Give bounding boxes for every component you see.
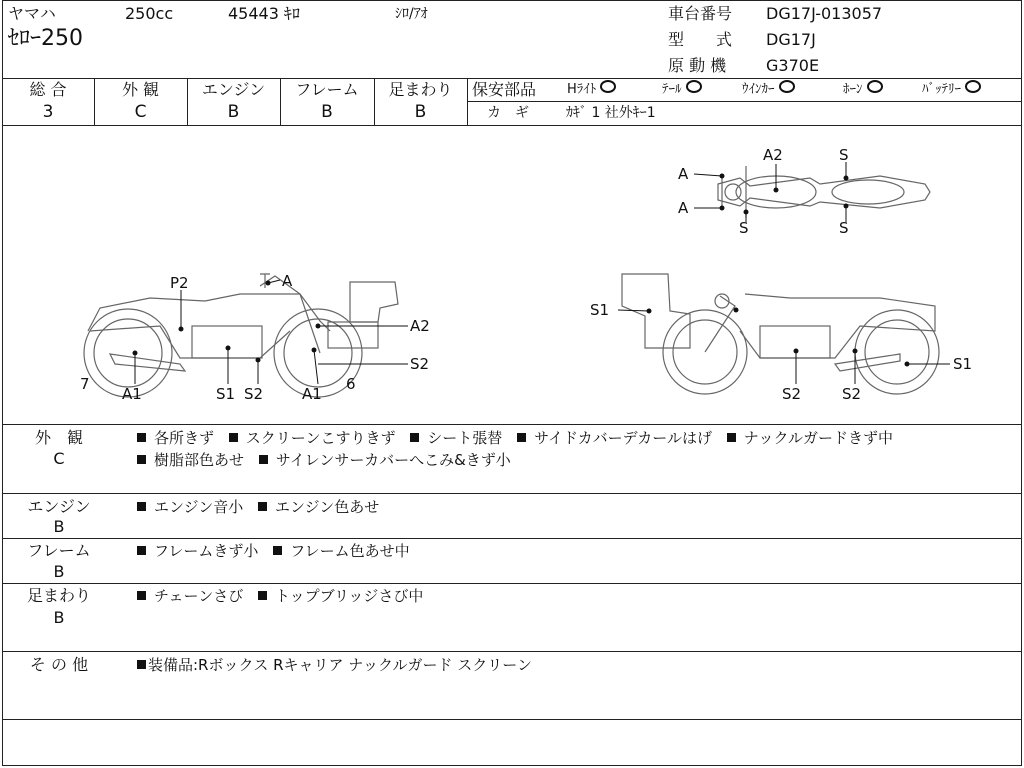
- issue-item: エンジン色あせ: [275, 498, 380, 516]
- bullet-square-icon: [229, 433, 238, 442]
- mark-label: S: [839, 219, 849, 237]
- issue-item: トップブリッジさび中: [275, 587, 424, 605]
- model-name: ｾﾛｰ250: [8, 26, 83, 51]
- motorcycle-right-view: [622, 274, 939, 394]
- issue-item: フレームきず小: [154, 542, 259, 560]
- mark-label: S: [839, 146, 849, 164]
- bullet-square-icon: [258, 502, 267, 511]
- issue-item: ナックルガードきず中: [743, 429, 894, 447]
- bullet-square-icon: [137, 546, 146, 555]
- rule: [2, 583, 1022, 584]
- ok-ring-icon: [965, 80, 981, 93]
- rule: [468, 101, 1022, 102]
- issue-item: 装備品:Rボックス Rキャリア ナックルガード スクリーン: [148, 656, 533, 674]
- issue-line: [137, 450, 521, 470]
- bullet-square-icon: [727, 433, 736, 442]
- leader-lines: [135, 162, 950, 384]
- bullet-square-icon: [137, 433, 146, 442]
- motorcycle-top-view: [718, 166, 930, 218]
- bullet-square-icon: [137, 660, 146, 669]
- mark-label: A: [282, 272, 293, 290]
- grade-value-suspension: B: [414, 102, 427, 122]
- bullet-square-icon: [137, 502, 146, 511]
- mark-label: A: [678, 165, 689, 183]
- issue-line: [137, 428, 903, 448]
- section-grade: B: [53, 608, 65, 627]
- grade-label-exterior: 外 観: [121, 80, 160, 99]
- issue-item: シート張替: [427, 429, 503, 447]
- mark-label: A1: [302, 385, 322, 403]
- frame-no-label: 車台番号: [668, 4, 733, 23]
- issue-item: チェーンさび: [154, 587, 244, 605]
- safety-label: 保安部品: [472, 80, 537, 99]
- issue-item: 樹脂部色あせ: [154, 451, 245, 469]
- mark-label: S2: [244, 385, 264, 403]
- bullet-square-icon: [137, 591, 146, 600]
- mark-label: S1: [216, 385, 236, 403]
- key-label: カ ギ: [487, 105, 529, 121]
- safety-item-horn: ﾎｰﾝ: [843, 80, 883, 100]
- grade-value-overall: 3: [42, 102, 54, 122]
- issue-line: [137, 586, 433, 606]
- grade-value-engine: B: [227, 102, 240, 122]
- maker: ヤマハ: [8, 4, 56, 23]
- mark-label: S1: [590, 301, 610, 319]
- rule: [2, 78, 1022, 79]
- mark-label: S1: [953, 355, 973, 373]
- color: ｼﾛ/ｱｵ: [395, 6, 428, 22]
- mark-label: 7: [80, 375, 90, 393]
- mileage: 45443 ｷﾛ: [228, 4, 300, 23]
- rule: [2, 651, 1022, 652]
- grade-value-frame: B: [321, 102, 333, 122]
- mark-label: S: [739, 219, 749, 237]
- issue-line: [137, 541, 420, 561]
- grade-label-engine: エンジン: [201, 80, 266, 99]
- rule: [2, 719, 1022, 720]
- rule: [2, 493, 1022, 494]
- section-label: そ の 他: [29, 655, 89, 674]
- safety-item-tail: ﾃｰﾙ: [662, 80, 702, 100]
- mark-label: S2: [410, 355, 430, 373]
- grade-value-exterior: C: [134, 102, 147, 122]
- displacement: 250cc: [125, 4, 174, 23]
- safety-item-headlight: Hﾗｲﾄ: [567, 80, 616, 100]
- bullet-square-icon: [273, 546, 282, 555]
- rule: [467, 78, 468, 125]
- key-value: ｶｷﾞ 1 社外ｷｰ1: [566, 105, 656, 121]
- grade-label-frame: フレーム: [295, 80, 359, 99]
- grade-label-overall: 総 合: [29, 80, 67, 99]
- issue-line: [137, 655, 542, 675]
- engine-label: 原 動 機: [668, 56, 727, 75]
- bullet-square-icon: [410, 433, 419, 442]
- mark-label: A1: [122, 385, 142, 403]
- bullet-square-icon: [517, 433, 526, 442]
- rule: [2, 424, 1022, 425]
- bullet-square-icon: [259, 455, 268, 464]
- engine-value: G370E: [766, 56, 820, 75]
- section-grade: C: [53, 449, 65, 468]
- issue-item: 各所きず: [154, 429, 215, 447]
- mark-label: A: [678, 199, 689, 217]
- issue-item: フレーム色あせ中: [290, 542, 410, 560]
- mark-label: 6: [346, 375, 356, 393]
- grade-label-suspension: 足まわり: [388, 80, 453, 99]
- damage-diagram: [0, 126, 1024, 424]
- ok-ring-icon: [686, 80, 702, 93]
- frame-no: DG17J-013057: [766, 4, 883, 23]
- issue-line: [137, 497, 389, 517]
- mark-label: A2: [410, 317, 430, 335]
- section-grade: B: [53, 562, 65, 581]
- type-value: DG17J: [766, 30, 816, 49]
- safety-item-winker: ｳｲﾝｶｰ: [742, 80, 795, 100]
- rule: [2, 538, 1022, 539]
- ok-ring-icon: [600, 80, 616, 93]
- issue-item: サイドカバーデカールはげ: [534, 429, 712, 447]
- section-label: エンジン: [27, 497, 91, 516]
- mark-label: S2: [842, 385, 862, 403]
- mark-label: P2: [170, 274, 189, 292]
- issue-item: スクリーンこすりきず: [245, 429, 396, 447]
- section-grade: B: [53, 517, 65, 536]
- damage-markers: [133, 174, 910, 367]
- section-label: 足まわり: [26, 586, 91, 605]
- bullet-square-icon: [137, 455, 146, 464]
- bullet-square-icon: [258, 591, 267, 600]
- type-label: 型 式: [668, 30, 733, 49]
- section-label: 外 観: [34, 428, 83, 447]
- mark-label: A2: [763, 146, 783, 164]
- safety-item-battery: ﾊﾞｯﾃﾘｰ: [922, 80, 981, 100]
- issue-item: サイレンサーカバーへこみ&きず小: [275, 451, 511, 469]
- issue-item: エンジン音小: [154, 498, 244, 516]
- ok-ring-icon: [779, 80, 795, 93]
- section-label: フレーム: [27, 541, 91, 560]
- mark-label: S2: [782, 385, 802, 403]
- ok-ring-icon: [867, 80, 883, 93]
